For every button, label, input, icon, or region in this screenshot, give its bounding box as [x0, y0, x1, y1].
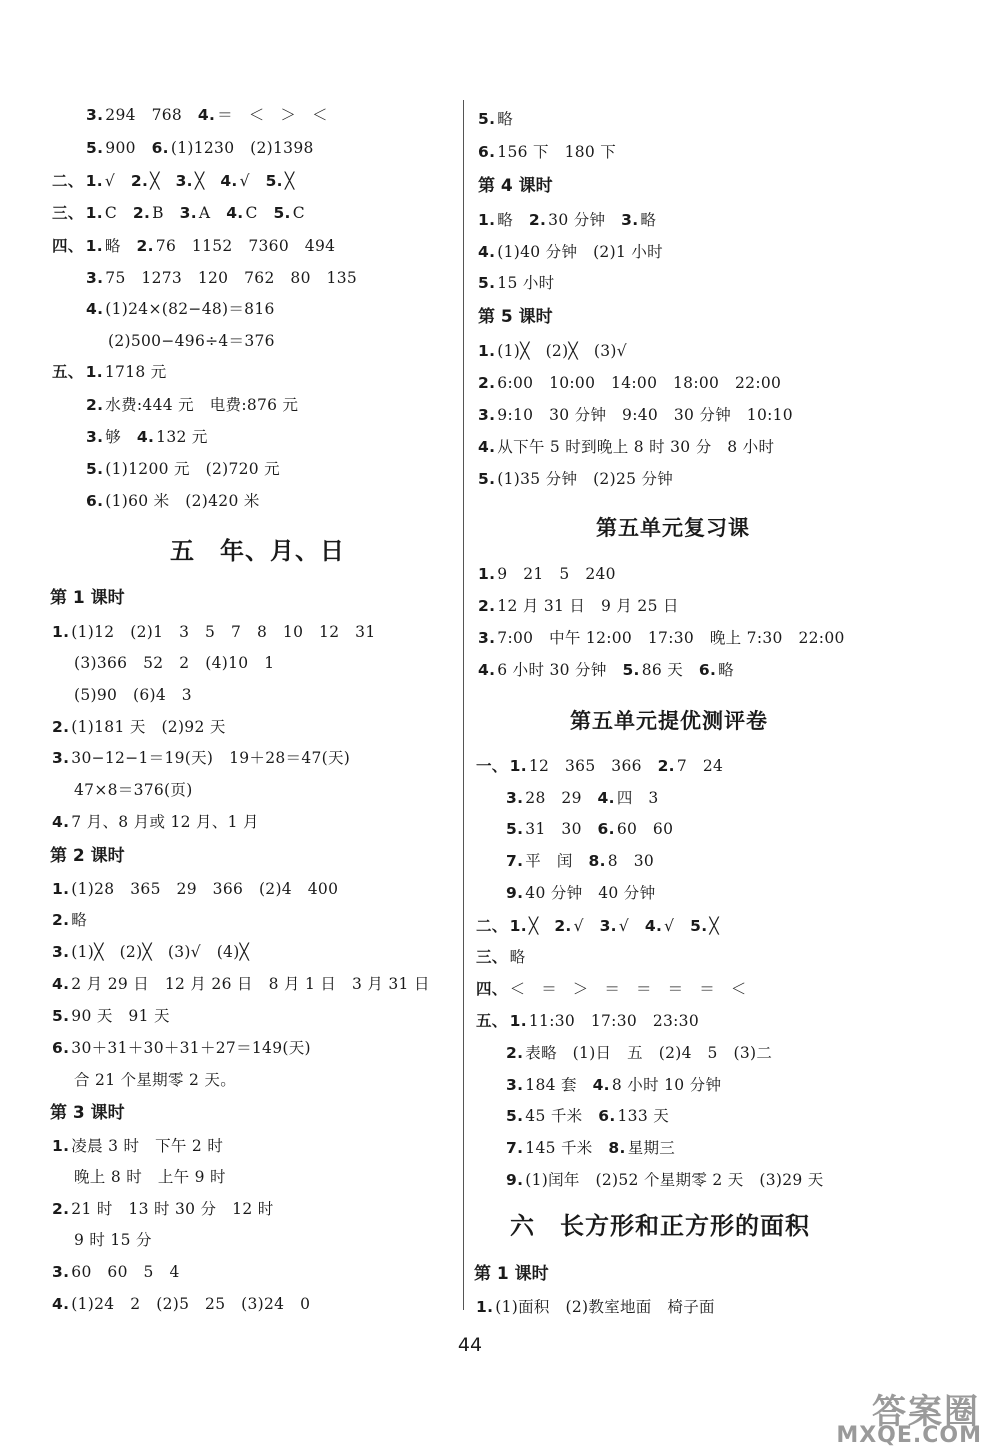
- answer-line: 1. 凌晨 3 时 下午 2 时: [52, 1137, 224, 1155]
- answer-line: 5. 45 千米 6. 133 天: [506, 1107, 670, 1125]
- answer-line: 6. (1)60 米 (2)420 米: [86, 492, 260, 510]
- unit-title: 五 年、月、日: [170, 537, 345, 565]
- lesson-heading: 第 3 课时: [50, 1103, 125, 1123]
- lesson-heading: 第 2 课时: [50, 846, 125, 866]
- answer-line: 9. 40 分钟 40 分钟: [506, 884, 656, 902]
- answer-line: 4. 从下午 5 时到晚上 8 时 30 分 8 小时: [478, 438, 775, 456]
- answer-line: 3. 294 768 4. ＝ ＜ ＞ ＜: [86, 106, 328, 124]
- answer-line: 4. 6 小时 30 分钟 5. 86 天 6. 略: [478, 661, 734, 679]
- section-title: 第五单元提优测评卷: [570, 709, 768, 733]
- lesson-heading: 第 1 课时: [474, 1264, 549, 1284]
- answer-line: 2. 6:00 10:00 14:00 18:00 22:00: [478, 374, 782, 392]
- answer-line: 3. 75 1273 120 762 80 135: [86, 269, 358, 287]
- answer-line: 四、 ＜ ＝ ＞ ＝ ＝ ＝ ＝ ＜: [476, 980, 747, 998]
- answer-line: 3. 60 60 5 4: [52, 1263, 180, 1281]
- answer-line: (2)500−496÷4＝376: [108, 332, 275, 350]
- answer-line: 二、 1. ╳ 2. √ 3. √ 4. √ 5. ╳: [476, 917, 720, 935]
- answer-line: 4. 7 月、8 月或 12 月、1 月: [52, 813, 259, 831]
- answer-line: 5. 90 天 91 天: [52, 1007, 170, 1025]
- answer-line: 7. 平 闰 8. 8 30: [506, 852, 655, 870]
- unit-title: 六 长方形和正方形的面积: [510, 1212, 810, 1240]
- answer-line: 4. (1)24 2 (2)5 25 (3)24 0: [52, 1295, 311, 1313]
- answer-line: 合 21 个星期零 2 天。: [74, 1071, 236, 1089]
- answer-line: 47×8＝376(页): [74, 781, 193, 799]
- answer-line: 4. (1)40 分钟 (2)1 小时: [478, 243, 663, 261]
- answer-line: 5. 31 30 6. 60 60: [506, 820, 674, 838]
- answer-line: 2. 水费:444 元 电费:876 元: [86, 396, 299, 414]
- answer-line: 三、 1. C 2. B 3. A 4. C 5. C: [52, 204, 305, 222]
- answer-line: 2. 21 时 13 时 30 分 12 时: [52, 1200, 274, 1218]
- answer-line: 6. 156 下 180 下: [478, 143, 617, 161]
- answer-line: 4. 2 月 29 日 12 月 26 日 8 月 1 日 3 月 31 日: [52, 975, 430, 993]
- answer-line: 3. 够 4. 132 元: [86, 428, 208, 446]
- answer-line: 2. 12 月 31 日 9 月 25 日: [478, 597, 679, 615]
- answer-line: 3. 9:10 30 分钟 9:40 30 分钟 10:10: [478, 406, 793, 424]
- lesson-heading: 第 1 课时: [50, 588, 125, 608]
- lesson-heading: 第 4 课时: [478, 176, 553, 196]
- answer-line: 6. 30＋31＋30＋31＋27＝149(天): [52, 1039, 311, 1057]
- lesson-heading: 第 5 课时: [478, 307, 553, 327]
- answer-line: (5)90 (6)4 3: [74, 686, 192, 704]
- answer-line: 5. (1)1200 元 (2)720 元: [86, 460, 280, 478]
- answer-line: 2. (1)181 天 (2)92 天: [52, 718, 226, 736]
- answer-line: 一、 1. 12 365 366 2. 7 24: [476, 757, 724, 775]
- answer-line: 二、 1. √ 2. ╳ 3. ╳ 4. √ 5. ╳: [52, 172, 295, 190]
- answer-line: 3. (1)╳ (2)╳ (3)√ (4)╳: [52, 943, 250, 961]
- answer-line: 3. 28 29 4. 四 3: [506, 789, 659, 807]
- watermark-text: 答案圈: [872, 1392, 980, 1432]
- answer-line: 五、 1. 1718 元: [52, 363, 167, 381]
- answer-line: 五、 1. 11:30 17:30 23:30: [476, 1012, 699, 1030]
- answer-line: 5. 900 6. (1)1230 (2)1398: [86, 139, 314, 157]
- answer-line: 三、 略: [476, 948, 526, 966]
- watermark-domain: MXQE.COM: [836, 1423, 982, 1448]
- answer-line: 3. 7:00 中午 12:00 17:30 晚上 7:30 22:00: [478, 629, 845, 647]
- answer-line: 9 时 15 分: [74, 1231, 152, 1249]
- answer-line: 3. 184 套 4. 8 小时 10 分钟: [506, 1076, 722, 1094]
- answer-line: (3)366 52 2 (4)10 1: [74, 654, 275, 672]
- answer-line: 4. (1)24×(82−48)＝816: [86, 300, 275, 318]
- answer-line: 1. (1)面积 (2)教室地面 椅子面: [476, 1298, 715, 1316]
- answer-line: 2. 略: [52, 911, 88, 929]
- answer-line: 5. 略: [478, 110, 514, 128]
- answer-line: 四、 1. 略 2. 76 1152 7360 494: [52, 237, 336, 255]
- answer-line: 5. 15 小时: [478, 274, 555, 292]
- answer-line: 1. (1)╳ (2)╳ (3)√: [478, 342, 627, 360]
- page-number: 44: [457, 1334, 483, 1356]
- answer-line: 2. 表略 (1)日 五 (2)4 5 (3)二: [506, 1044, 773, 1062]
- column-divider: [463, 100, 464, 1310]
- answer-line: 1. 略 2. 30 分钟 3. 略: [478, 211, 657, 229]
- answer-line: 7. 145 千米 8. 星期三: [506, 1139, 676, 1157]
- answer-line: 3. 30−12−1＝19(天) 19＋28＝47(天): [52, 749, 351, 767]
- answer-line: 1. (1)12 (2)1 3 5 7 8 10 12 31: [52, 623, 376, 641]
- answer-line: 1. 9 21 5 240: [478, 565, 616, 583]
- answer-line: 5. (1)35 分钟 (2)25 分钟: [478, 470, 674, 488]
- answer-line: 1. (1)28 365 29 366 (2)4 400: [52, 880, 339, 898]
- watermark-logo: [836, 1384, 986, 1448]
- answer-line: 9. (1)闰年 (2)52 个星期零 2 天 (3)29 天: [506, 1171, 824, 1189]
- section-title: 第五单元复习课: [596, 516, 750, 540]
- answer-line: 晚上 8 时 上午 9 时: [74, 1168, 226, 1186]
